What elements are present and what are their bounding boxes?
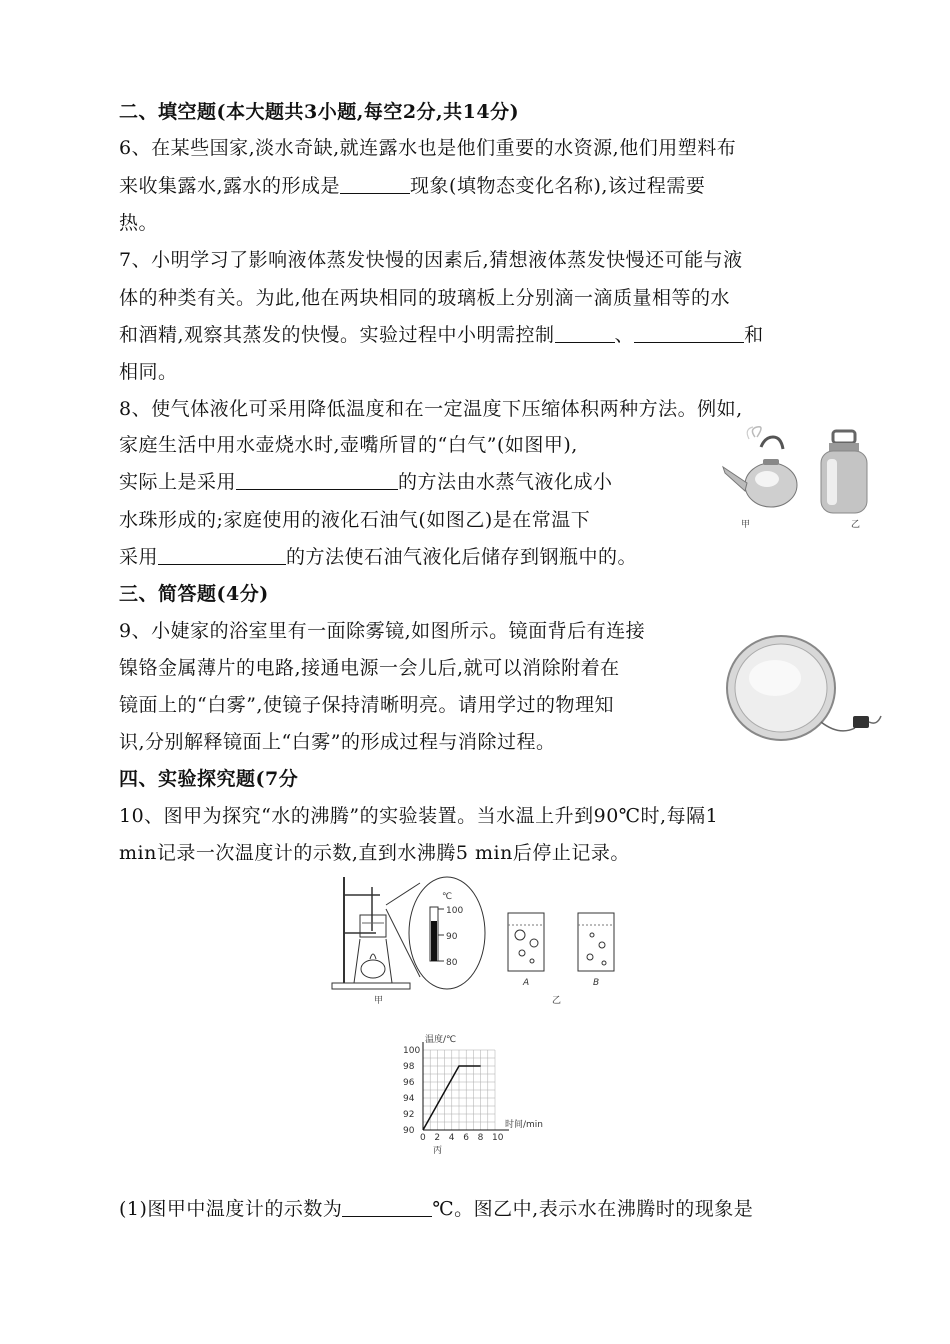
temperature-time-chart bbox=[395, 1032, 555, 1162]
thermo-scale-80: 80 bbox=[446, 958, 458, 968]
q10-sub1-text-b: ℃。图乙中,表示水在沸腾时的现象是 bbox=[432, 1198, 754, 1220]
defog-mirror-image bbox=[725, 630, 885, 750]
kettle-gas-figure bbox=[705, 425, 875, 535]
x-tick-label: 4 bbox=[448, 1133, 455, 1143]
boiling-apparatus-figure bbox=[330, 873, 630, 1008]
q7-line-3 bbox=[119, 320, 764, 350]
y-tick-label: 92 bbox=[403, 1110, 415, 1120]
cylinder-label: 乙 bbox=[851, 520, 861, 530]
y-tick-label: 96 bbox=[403, 1078, 415, 1088]
chart-ticks bbox=[403, 1046, 504, 1143]
figure-yi-label: 乙 bbox=[552, 996, 562, 1006]
beaker-a-label: A bbox=[523, 978, 530, 988]
figure-jia-label: 甲 bbox=[374, 996, 384, 1006]
q7-line-2: 体的种类有关。为此,他在两块相同的玻璃板上分别滴一滴质量相等的水 bbox=[119, 287, 731, 309]
x-tick-label: 2 bbox=[434, 1133, 441, 1143]
thermo-unit: ℃ bbox=[442, 892, 453, 902]
q6-line-2 bbox=[119, 171, 705, 201]
kettle-image bbox=[723, 427, 797, 507]
q8-line-3 bbox=[119, 467, 613, 497]
q8-answer-blank-1[interactable] bbox=[236, 467, 398, 490]
q7-text-a: 和酒精,观察其蒸发的快慢。实验过程中小明需控制 bbox=[119, 324, 555, 346]
q6-text-a: 来收集露水,露水的形成是 bbox=[119, 175, 341, 197]
q8-text-a: 实际上是采用 bbox=[119, 471, 237, 493]
beaker-b-label: B bbox=[593, 978, 600, 988]
q10-sub1-text-a: (1)图甲中温度计的示数为 bbox=[119, 1198, 343, 1220]
q7-answer-blank-2[interactable] bbox=[634, 320, 744, 343]
gas-cylinder-image bbox=[821, 431, 867, 513]
q9-line-2: 镍铬金属薄片的电路,接通电源一会儿后,就可以消除附着在 bbox=[119, 657, 620, 679]
x-tick-label: 0 bbox=[420, 1133, 426, 1143]
q8-text-d: 的方法使石油气液化后储存到钢瓶中的。 bbox=[286, 546, 638, 568]
y-tick-label: 90 bbox=[403, 1126, 415, 1136]
q7-text-c: 和 bbox=[744, 324, 764, 346]
q8-line-4: 水珠形成的;家庭使用的液化石油气(如图乙)是在常温下 bbox=[119, 509, 591, 531]
y-axis-label: 温度/℃ bbox=[425, 1035, 457, 1045]
q10-sub1-line bbox=[119, 1194, 753, 1224]
section-2-title: 二、填空题(本大题共3小题,每空2分,共14分) bbox=[119, 101, 520, 123]
q10-line-2: min记录一次温度计的示数,直到水沸腾5 min后停止记录。 bbox=[119, 842, 630, 864]
q6-answer-blank[interactable] bbox=[340, 171, 410, 194]
chart-caption: 丙 bbox=[433, 1146, 443, 1156]
x-tick-label: 10 bbox=[492, 1133, 504, 1143]
q8-line-5 bbox=[119, 542, 637, 572]
x-tick-label: 6 bbox=[463, 1133, 469, 1143]
x-axis-label: 时间/min bbox=[505, 1120, 544, 1130]
q8-text-b: 的方法由水蒸气液化成小 bbox=[398, 471, 613, 493]
section-3-title: 三、简答题(4分) bbox=[119, 583, 269, 605]
q10-line-1: 10、图甲为探究“水的沸腾”的实验装置。当水温上升到90℃时,每隔1 bbox=[119, 805, 719, 827]
q8-line-2: 家庭生活中用水壶烧水时,壶嘴所冒的“白气”(如图甲), bbox=[119, 434, 578, 456]
kettle-label: 甲 bbox=[741, 520, 751, 530]
q9-line-1: 9、小婕家的浴室里有一面除雾镜,如图所示。镜面背后有连接 bbox=[119, 620, 646, 642]
q8-line-1: 8、使气体液化可采用降低温度和在一定温度下压缩体积两种方法。例如, bbox=[119, 398, 743, 420]
q6-line-1: 6、在某些国家,淡水奇缺,就连露水也是他们重要的水资源,他们用塑料布 bbox=[119, 137, 737, 159]
section-4-title: 四、实验探究题(7分 bbox=[119, 768, 299, 790]
x-tick-label: 8 bbox=[477, 1133, 484, 1143]
chart-grid bbox=[423, 1050, 495, 1130]
q7-line-4: 相同。 bbox=[119, 361, 178, 383]
thermo-scale-90: 90 bbox=[446, 932, 458, 942]
y-tick-label: 94 bbox=[403, 1094, 415, 1104]
q8-text-c: 采用 bbox=[119, 546, 159, 568]
q6-line-3: 热。 bbox=[119, 212, 159, 234]
y-tick-label: 100 bbox=[403, 1046, 421, 1056]
q6-text-b: 现象(填物态变化名称),该过程需要 bbox=[410, 175, 706, 197]
q9-line-4: 识,分别解释镜面上“白雾”的形成过程与消除过程。 bbox=[119, 731, 556, 753]
q7-line-1: 7、小明学习了影响液体蒸发快慢的因素后,猜想液体蒸发快慢还可能与液 bbox=[119, 249, 743, 271]
q10-sub1-blank[interactable] bbox=[342, 1194, 432, 1217]
q9-line-3: 镜面上的“白雾”,使镜子保持清晰明亮。请用学过的物理知 bbox=[119, 694, 614, 716]
q7-answer-blank-1[interactable] bbox=[555, 320, 615, 343]
q8-answer-blank-2[interactable] bbox=[158, 542, 286, 565]
thermo-scale-100: 100 bbox=[446, 906, 464, 916]
y-tick-label: 98 bbox=[403, 1062, 415, 1072]
q7-text-b: 、 bbox=[614, 324, 635, 346]
